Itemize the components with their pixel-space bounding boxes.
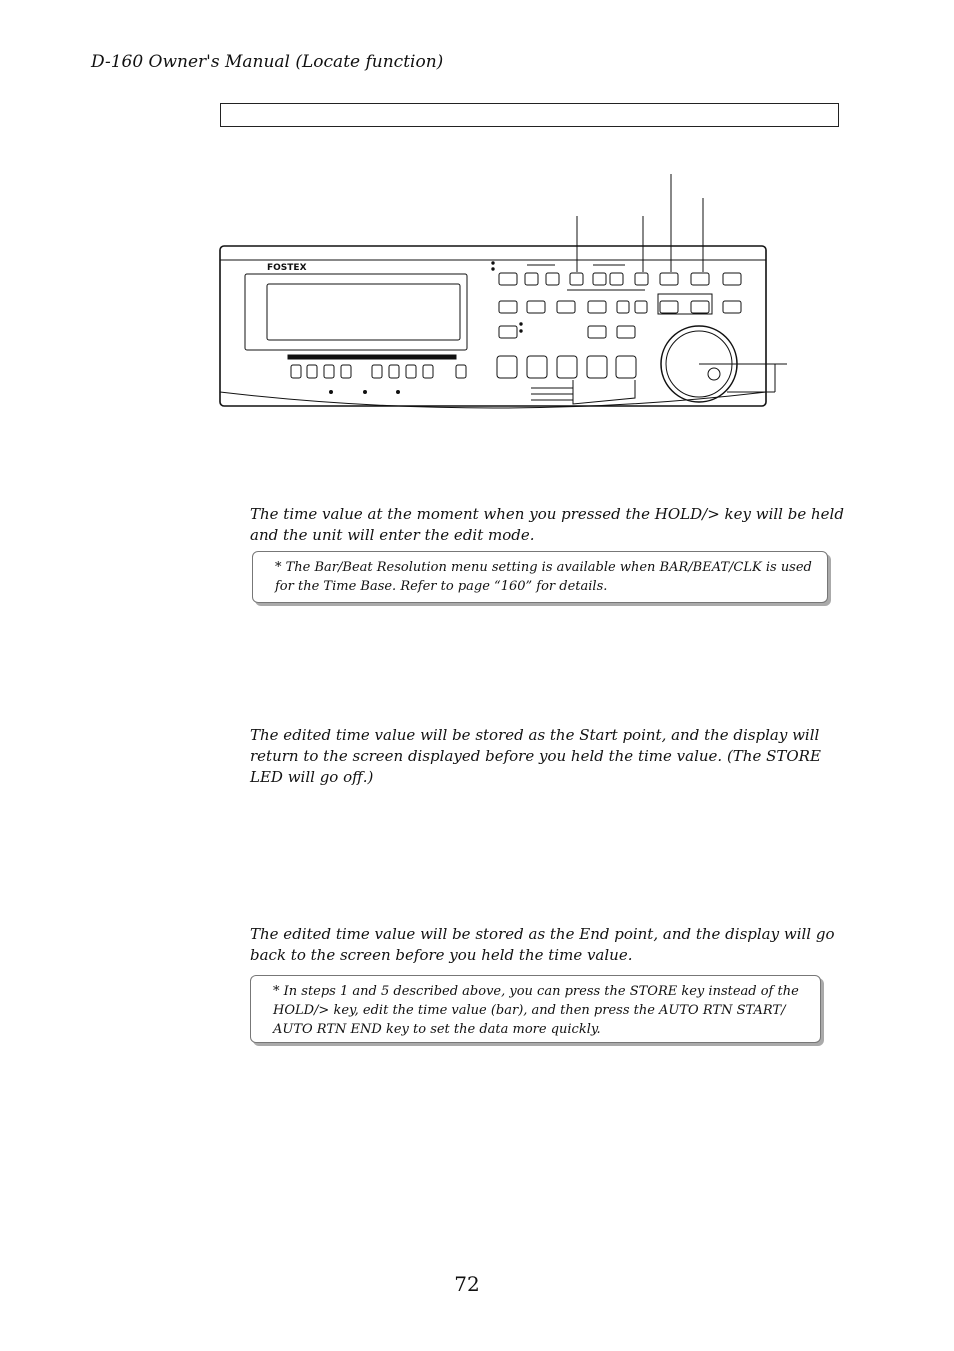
note-text-2: * In steps 1 and 5 described above, you can press the STORE key instead of the HOLD/> key, edit the time value (bar), and then press the AUTO RTN START/ AUTO RTN END key to set the data more quickly.	[273, 984, 799, 1037]
brand-logo: FOSTEX	[267, 263, 307, 273]
note-box-1	[252, 551, 828, 603]
step-paragraph-2: The edited time value will be stored as the Start point, and the display will return to the screen displayed before you held the time value. (The STORE LED will go off.)	[250, 726, 821, 786]
front-panel-diagram-icon	[215, 168, 795, 423]
section-title-box	[220, 103, 839, 127]
page-number: 72	[454, 1272, 480, 1296]
front-panel-figure	[215, 168, 795, 427]
step-paragraph-3: The edited time value will be stored as the End point, and the display will go back to the screen before you held the time value.	[250, 925, 835, 964]
page-header-title: D-160 Owner's Manual (Locate function)	[91, 52, 444, 72]
note-text-1: * The Bar/Beat Resolution menu setting is available when BAR/BEAT/CLK is used for the Time Base. Refer to page “160” for details.	[275, 560, 812, 594]
note-box-2	[250, 975, 821, 1043]
step-paragraph-1: The time value at the moment when you pressed the HOLD/> key will be held and the unit will enter the edit mode.	[250, 505, 844, 544]
